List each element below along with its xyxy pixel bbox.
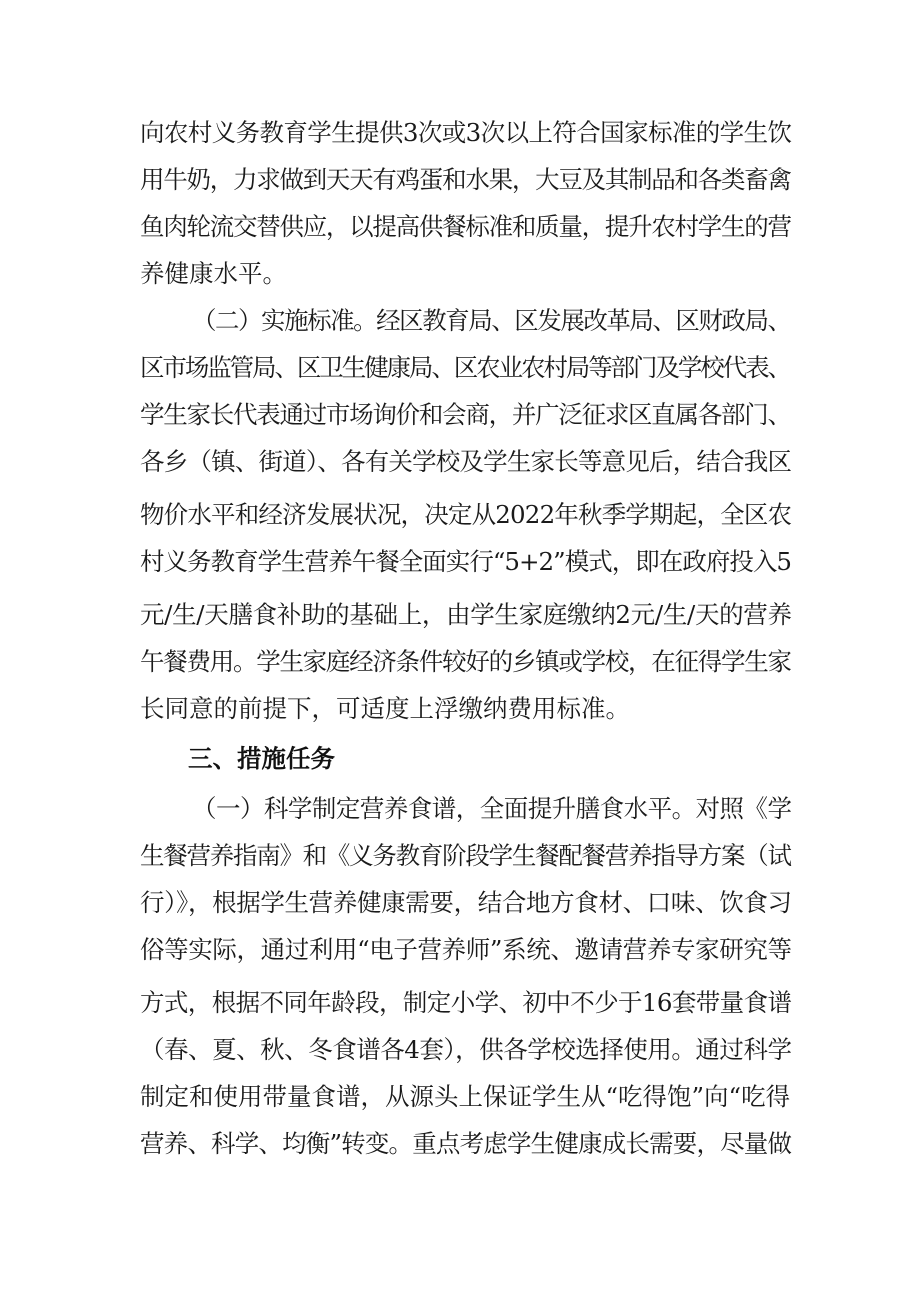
text-line: （二）实施标准。经区教育局、区发展改革局、区财政局、	[192, 306, 791, 335]
text-line: 学生家长代表通过市场询价和会商，并广泛征求区直属各部门、	[140, 400, 791, 429]
text-line: 村义务教育学生营养午餐全面实行“5+2”模式，即在政府投入5	[140, 547, 792, 576]
text-line: 物价水平和经济发展状况，决定从2022年秋季学期起，全区农	[140, 500, 792, 529]
text-line: 向农村义务教育学生提供3次或3次以上符合国家标准的学生饮	[140, 118, 792, 147]
text-line: 养健康水平。	[140, 259, 287, 288]
text-line: （春、夏、秋、冬食谱各4套），供各学校选择使用。通过科学	[140, 1035, 792, 1064]
text-line: 生餐营养指南》和《义务教育阶段学生餐配餐营养指导方案（试	[140, 841, 791, 870]
text-line: 制定和使用带量食谱，从源头上保证学生从“吃得饱”向“吃得	[140, 1082, 791, 1111]
text-line: 长同意的前提下，可适度上浮缴纳费用标准。	[140, 694, 630, 723]
text-line: 方式，根据不同年龄段，制定小学、初中不少于16套带量食谱	[140, 988, 792, 1017]
text-line: 元/生/天膳食补助的基础上，由学生家庭缴纳2元/生/天的营养	[140, 600, 792, 629]
text-line: 行）》，根据学生营养健康需要，结合地方食材、口味、饮食习	[140, 888, 792, 917]
text-line: 各乡（镇、街道）、各有关学校及学生家长等意见后，结合我区	[140, 447, 792, 476]
text-line: 区市场监管局、区卫生健康局、区农业农村局等部门及学校代表、	[140, 353, 790, 382]
text-line: 营养、科学、均衡”转变。重点考虑学生健康成长需要，尽量做	[140, 1129, 792, 1158]
text-line: 鱼肉轮流交替供应，以提高供餐标准和质量，提升农村学生的营	[140, 212, 791, 241]
text-line: 用牛奶，力求做到天天有鸡蛋和水果，大豆及其制品和各类畜禽	[140, 165, 791, 194]
text-line: （一）科学制定营养食谱，全面提升膳食水平。对照《学	[192, 794, 792, 823]
text-line: 午餐费用。学生家庭经济条件较好的乡镇或学校，在征得学生家	[140, 647, 791, 676]
section-heading: 三、措施任务	[188, 744, 335, 773]
text-line: 俗等实际，通过利用“电子营养师”系统、邀请营养专家研究等	[140, 935, 792, 964]
